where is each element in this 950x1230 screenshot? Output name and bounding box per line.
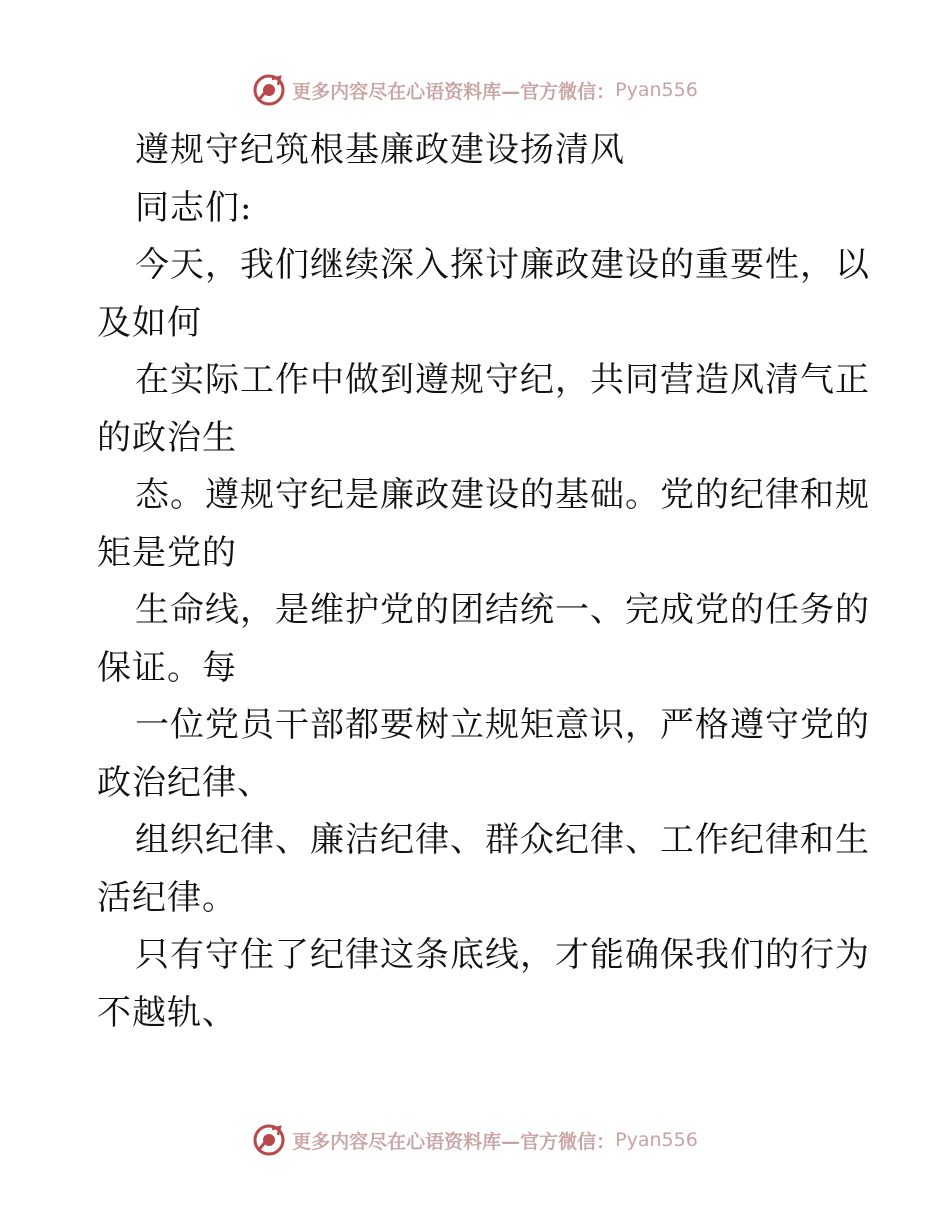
text-line: 在实际工作中做到遵规守纪，共同营造风清气正 [135, 360, 870, 400]
salutation: 同志们: [135, 187, 253, 228]
text-line: 一位党员干部都要树立规矩意识，严格遵守党的 [135, 705, 870, 745]
text-line: 保证。每 [97, 647, 237, 688]
text-line: 只有守住了纪律这条底线，才能确保我们的行为 [135, 935, 870, 975]
text-line: 政治纪律、 [97, 762, 272, 803]
header-watermark [0, 70, 950, 110]
footer-watermark [0, 1120, 950, 1160]
brand-logo-icon [252, 73, 286, 107]
header-wechat-id: Pyan556 [615, 79, 698, 101]
text-line: 生命线，是维护党的团结统一、完成党的任务的 [135, 590, 870, 630]
text-line: 矩是党的 [97, 532, 237, 573]
document-title: 遵规守纪筑根基廉政建设扬清风 [135, 130, 625, 170]
text-line: 的政治生 [97, 417, 237, 458]
text-line: 组织纪律、廉洁纪律、群众纪律、工作纪律和生 [135, 820, 870, 860]
brand-logo-icon [252, 1123, 286, 1157]
text-line: 活纪律。 [97, 877, 237, 918]
text-line: 不越轨、 [97, 992, 237, 1033]
text-line: 今天，我们继续深入探讨廉政建设的重要性，以 [135, 245, 870, 285]
header-watermark-text: 更多内容尽在心语资料库—官方微信： [292, 80, 616, 103]
footer-wechat-id: Pyan556 [615, 1129, 698, 1151]
footer-watermark-text: 更多内容尽在心语资料库—官方微信： [292, 1130, 616, 1153]
text-line: 态。遵规守纪是廉政建设的基础。党的纪律和规 [135, 475, 870, 515]
document-body [97, 122, 870, 1042]
text-line: 及如何 [97, 302, 202, 343]
